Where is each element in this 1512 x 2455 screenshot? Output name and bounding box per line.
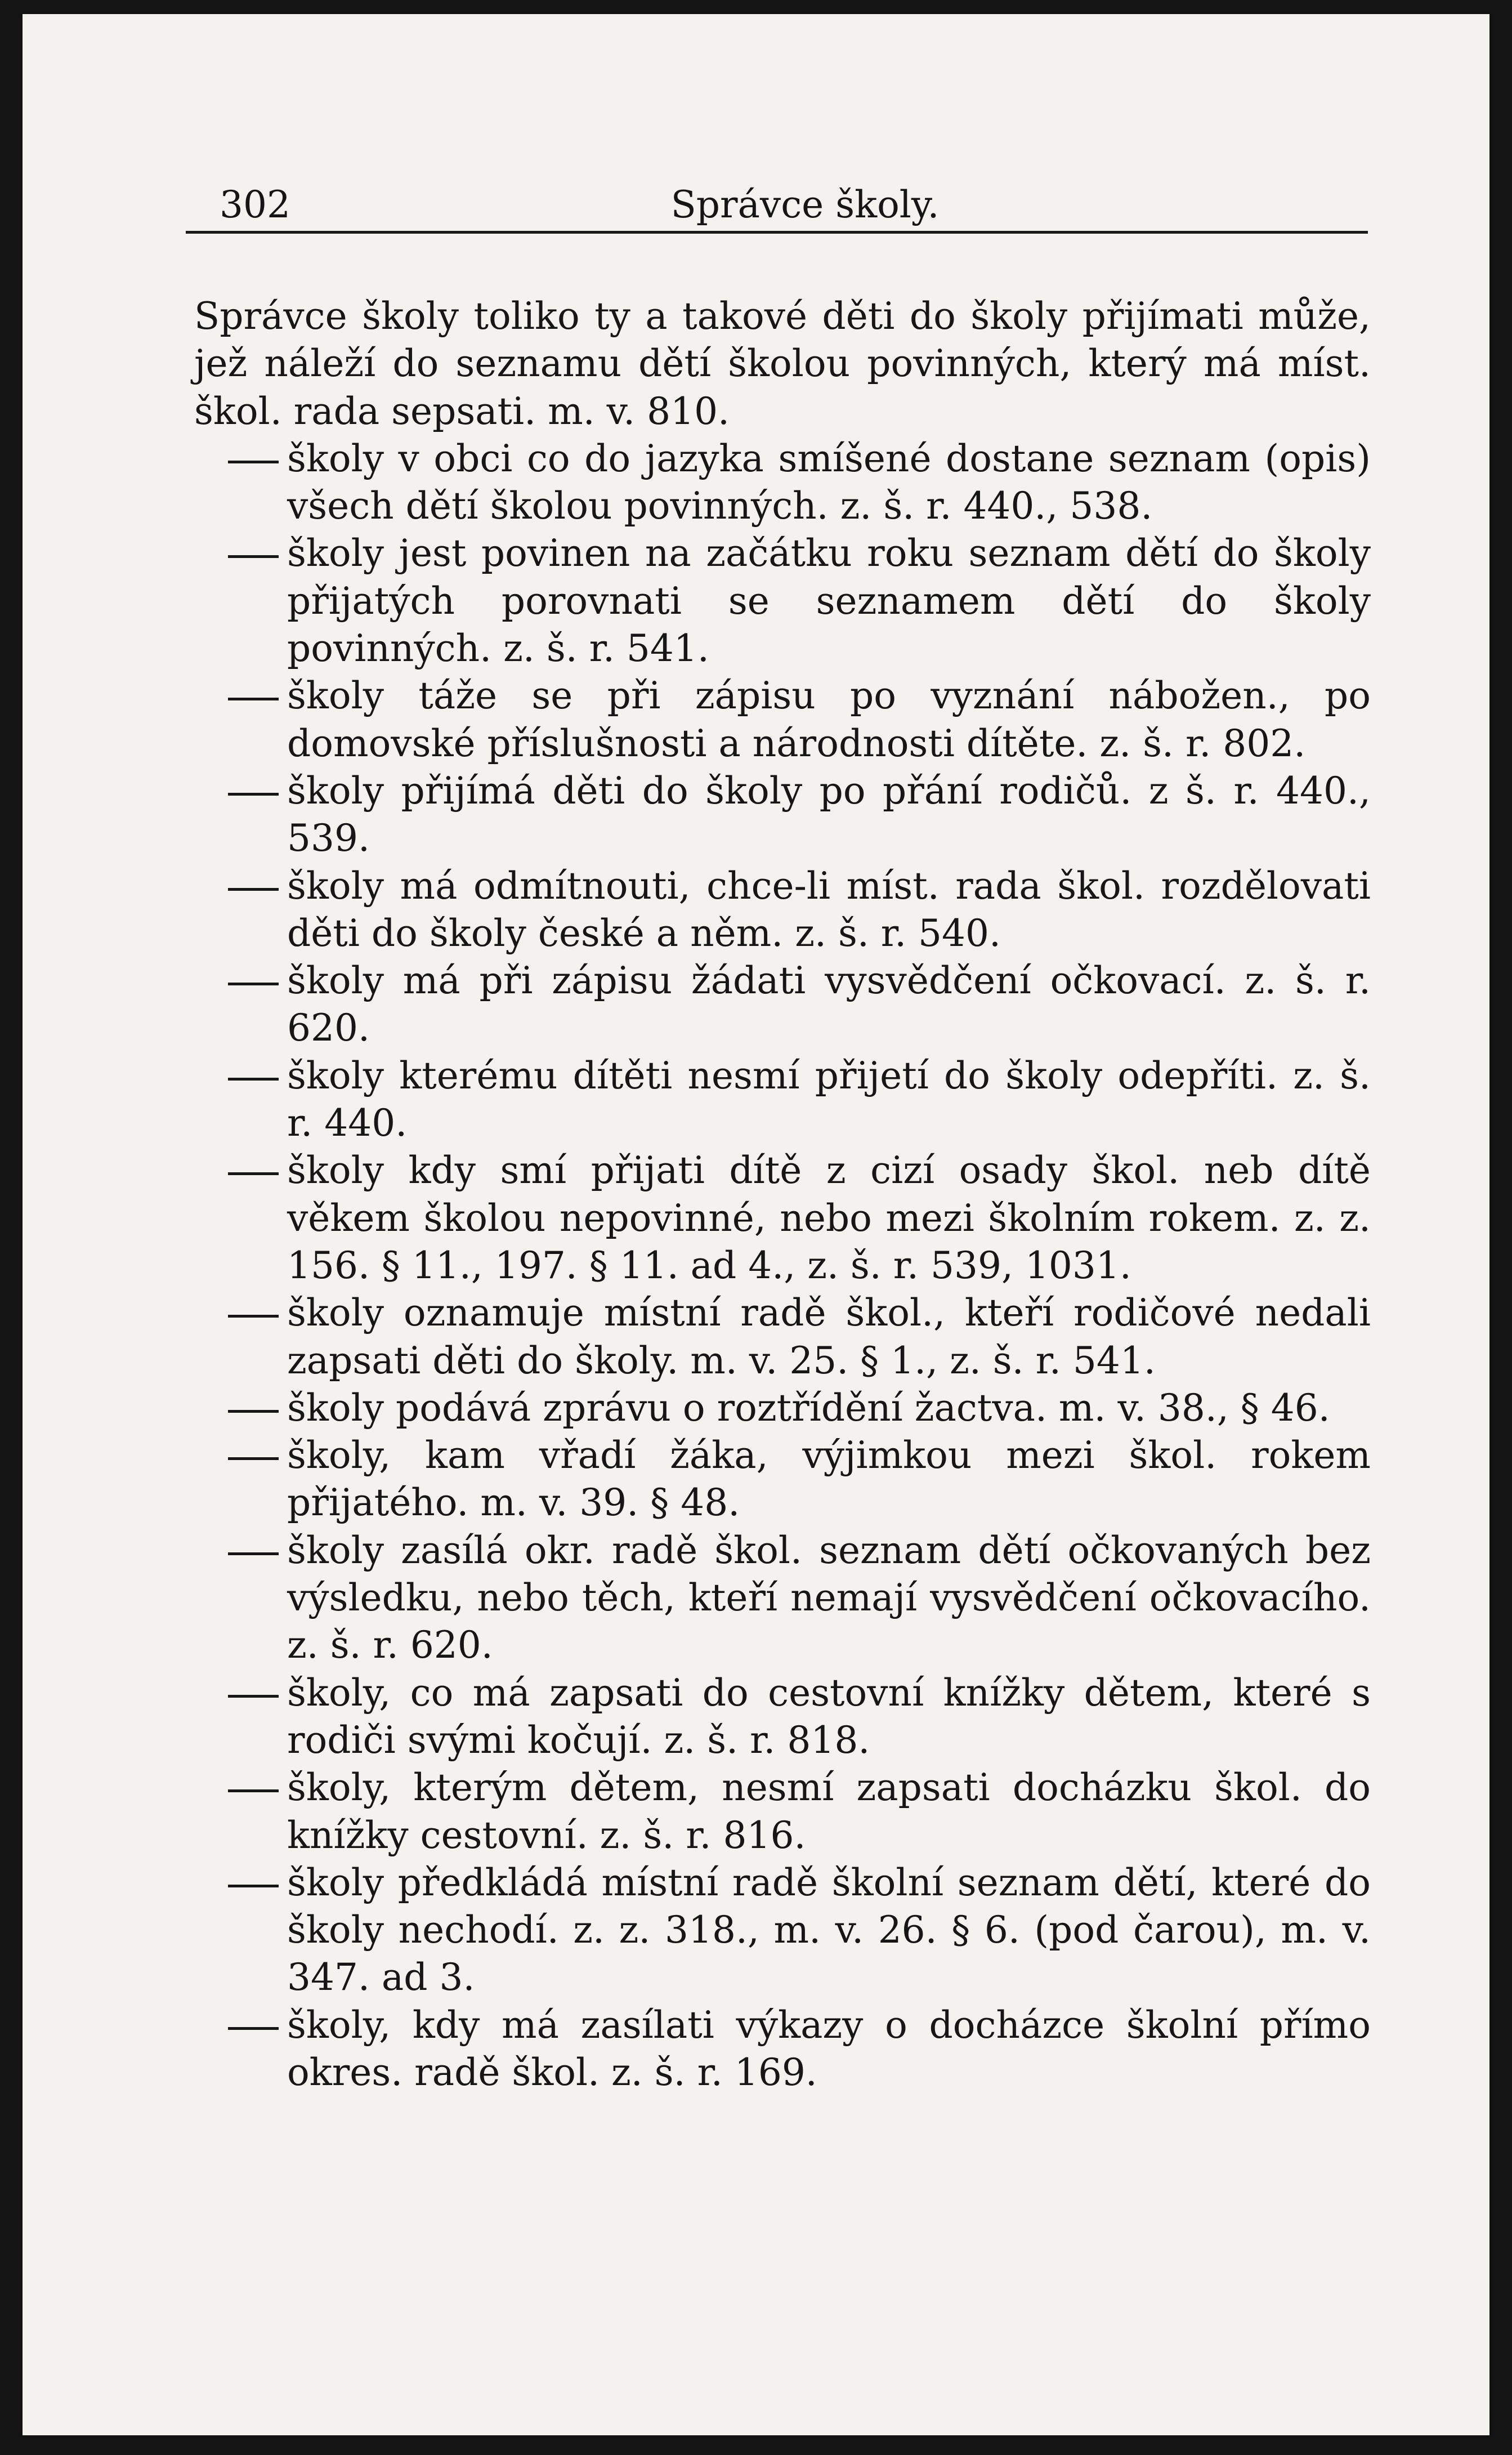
index-entry: školy má při zápisu žádati vysvědčení očkovací. z. š. r. 620. — [194, 957, 1371, 1052]
page-number: 302 — [220, 183, 290, 226]
index-entry: školy, kterým dětem, nesmí zapsati docházku škol. do knížky cestovní. z. š. r. 816. — [194, 1764, 1371, 1859]
em-dash — [228, 555, 279, 558]
index-entry: školy kdy smí přijati dítě z cizí osady škol. neb dítě věkem školou nepovinné, nebo mezi školním rokem. z. z. 156. § 11., 197. § 11. ad 4., z. š. r. 539, 1031. — [194, 1147, 1371, 1289]
index-entry: školy zasílá okr. radě škol. seznam dětí očkovaných bez výsledku, nebo těch, kteří nemají vysvědčení očkovacího. z. š. r. 620. — [194, 1527, 1371, 1670]
em-dash — [228, 2027, 279, 2030]
index-entry: školy, co má zapsati do cestovní knížky dětem, které s rodiči svými kočují. z. š. r. 818. — [194, 1670, 1371, 1765]
index-entry: školy má odmítnouti, chce-li míst. rada škol. rozdělovati děti do školy české a něm. z. š. r. 540. — [194, 863, 1371, 958]
em-dash — [228, 888, 279, 891]
index-entry: školy kterému dítěti nesmí přijetí do školy odepříti. z. š. r. 440. — [194, 1052, 1371, 1148]
index-entry: školy podává zprávu o roztřídění žactva. m. v. 38., § 46. — [194, 1385, 1371, 1432]
em-dash — [228, 1552, 279, 1555]
em-dash — [228, 1172, 279, 1175]
em-dash — [228, 793, 279, 796]
em-dash — [228, 698, 279, 700]
index-entry: školy předkládá místní radě školní seznam dětí, které do školy nechodí. z. z. 318., m. v. 26. § 6. (pod čarou), m. v. 347. ad 3. — [194, 1859, 1371, 2002]
index-entry: školy v obci co do jazyka smíšené dostane seznam (opis) všech dětí školou povinných. z. š. r. 440., 538. — [194, 435, 1371, 530]
em-dash — [228, 461, 279, 463]
em-dash — [228, 1885, 279, 1887]
em-dash — [228, 1078, 279, 1081]
index-entry: školy, kam vřadí žáka, výjimkou mezi škol. rokem přijatého. m. v. 39. § 48. — [194, 1432, 1371, 1527]
index-entry: školy, kdy má zasílati výkazy o docházce školní přímo okres. radě škol. z. š. r. 169. — [194, 2002, 1371, 2097]
header-rule — [186, 231, 1368, 234]
em-dash — [228, 983, 279, 985]
index-entry: školy přijímá děti do školy po přání rodičů. z š. r. 440., 539. — [194, 767, 1371, 863]
index-entry: školy jest povinen na začátku roku seznam dětí do školy přijatých porovnati se seznamem dětí do školy povinných. z. š. r. 541. — [194, 530, 1371, 672]
index-entry: Správce školy toliko ty a takové děti do školy přijímati může, jež náleží do seznamu dětí školou povinných, který má míst. škol. rada sepsati. m. v. 810. — [194, 294, 1371, 433]
index-entry: školy táže se při zápisu po vyznání nábožen., po domovské příslušnosti a národnosti dítěte. z. š. r. 802. — [194, 672, 1371, 767]
em-dash — [228, 1789, 279, 1792]
index-entry: školy oznamuje místní radě škol., kteří rodičové nedali zapsati děti do školy. m. v. 25. § 1., z. š. r. 541. — [194, 1289, 1371, 1385]
index-body — [194, 293, 1371, 2096]
em-dash — [228, 1695, 279, 1698]
page-header — [220, 183, 1390, 234]
running-title: Správce školy. — [670, 183, 940, 226]
em-dash — [228, 1315, 279, 1318]
em-dash — [228, 1457, 279, 1460]
em-dash — [228, 1410, 279, 1413]
